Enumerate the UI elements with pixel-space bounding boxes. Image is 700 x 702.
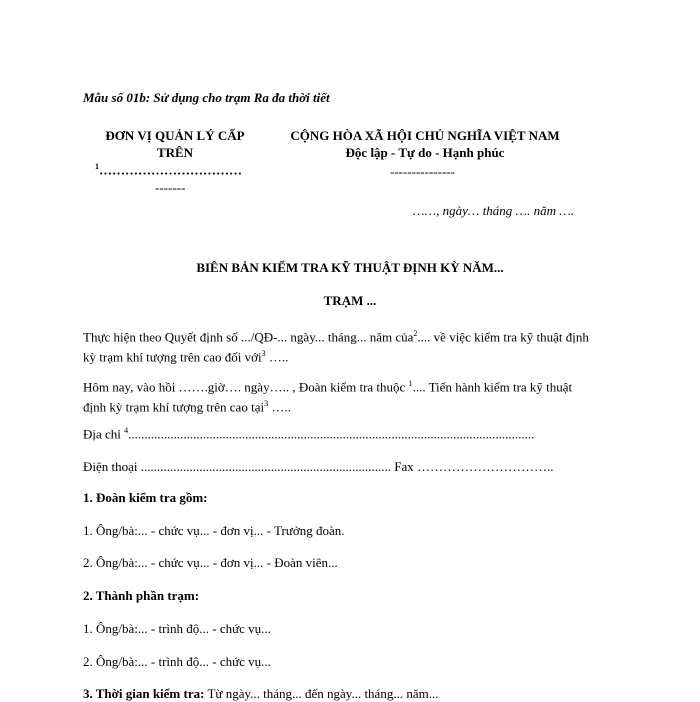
list-item: 2. Ông/bà:... - chức vụ... - đơn vị... - Đoàn viên... — [83, 555, 338, 570]
footnote-ref-3b: 3 — [264, 399, 269, 409]
address-dots: ............................................................................................................................. — [128, 426, 535, 442]
para2-text-a: Hôm nay, vào hồi …….giờ…. ngày….. , Đoàn kiểm tra thuộc — [83, 379, 409, 395]
national-title: CỘNG HÒA XÃ HỘI CHỦ NGHĨA VIỆT NAM — [290, 128, 560, 143]
paragraph-decision — [83, 325, 643, 366]
section3-heading: 3. Thời gian kiểm tra: — [83, 686, 205, 701]
national-motto: Độc lập - Tự do - Hạnh phúc — [345, 145, 505, 160]
national-header — [275, 128, 575, 161]
para1-text-b: .... về việc kiểm tra kỹ thuật định — [417, 329, 589, 345]
section2-heading: 2. Thành phần trạm: — [83, 588, 200, 603]
para1-text-a: Thực hiện theo Quyết định số .../QĐ-... ngày... tháng... năm của — [83, 329, 414, 345]
footnote-ref-4: 4 — [124, 426, 129, 435]
para2-text-b: .... Tiến hành kiểm tra kỹ thuật — [412, 379, 573, 395]
issuing-unit-line2: TRÊN — [156, 145, 194, 160]
issuing-unit-divider: ------- — [155, 180, 186, 195]
date-line: ……, ngày… tháng …. năm …. — [413, 203, 575, 218]
phone-fax-line: Điện thoại ............................................................................. Fax ………………………….. — [83, 459, 554, 474]
document-title: BIÊN BẢN KIỂM TRA KỸ THUẬT ĐỊNH KỲ NĂM... — [196, 260, 504, 275]
issuing-unit-dots — [95, 162, 242, 178]
footnote-ref-1: 1 — [95, 162, 99, 171]
address-line — [83, 426, 534, 442]
para2-text-d: ….. — [268, 399, 291, 415]
section3-text: Từ ngày... tháng... đến ngày... tháng... năm... — [204, 686, 439, 701]
national-divider: --------------- — [390, 164, 455, 179]
list-item: 1. Ông/bà:... - chức vụ... - đơn vị... - Trưởng đoàn. — [83, 523, 345, 538]
station-title: TRẠM ... — [323, 293, 377, 308]
address-label: Địa chỉ — [83, 426, 125, 442]
issuing-unit-dots-text: …………………………… — [99, 162, 242, 178]
para2-text-c: định kỳ trạm khí tượng trên cao tại — [83, 399, 265, 415]
paragraph-inspection — [83, 375, 643, 416]
para1-text-c: kỳ trạm khí tượng trên cao đối với — [83, 349, 262, 365]
section1-heading: 1. Đoàn kiểm tra gồm: — [83, 490, 208, 505]
issuing-unit-line1: ĐƠN VỊ QUẢN LÝ CẤP — [105, 128, 245, 143]
footnote-ref-2: 2 — [413, 329, 418, 338]
list-item: 1. Ông/bà:... - trình độ... - chức vụ... — [83, 621, 271, 636]
form-label: Mẫu số 01b: Sử dụng cho trạm Ra đa thời tiết — [83, 90, 330, 105]
footnote-ref-1b: 1 — [408, 379, 413, 388]
issuing-unit-header — [90, 128, 260, 161]
footnote-ref-3: 3 — [261, 349, 266, 359]
para1-text-d: ….. — [265, 349, 289, 365]
list-item: 2. Ông/bà:... - trình độ... - chức vụ... — [83, 654, 271, 669]
